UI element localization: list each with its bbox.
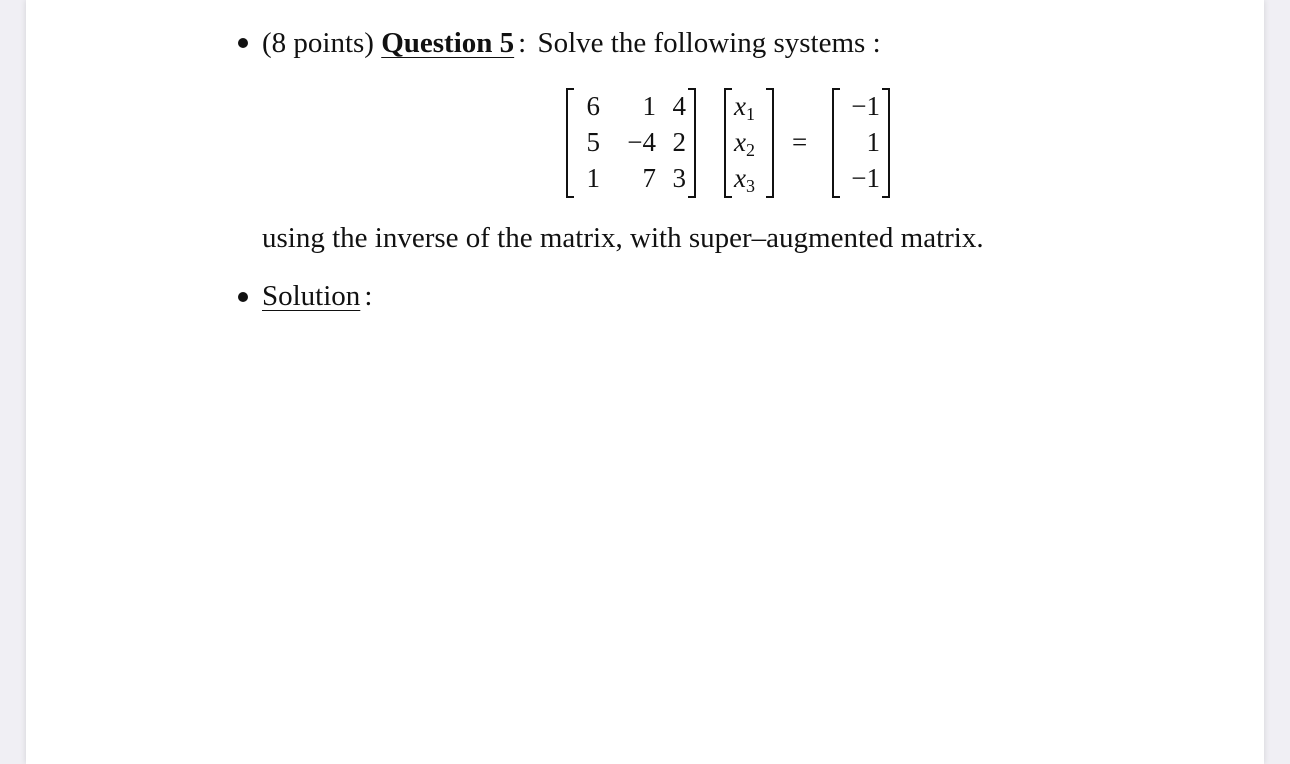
variable-x2: $x_2$ — [734, 127, 755, 160]
equals-sign: = — [792, 127, 808, 157]
rhs-value-3: −1 — [851, 163, 880, 193]
matrix-equation — [566, 88, 896, 200]
question-title: Question 5 — [381, 27, 515, 59]
question-line — [262, 26, 881, 60]
bullet-solution — [238, 292, 248, 302]
matrix-cell-r1c1: 6 — [586, 91, 600, 121]
variable-x1: $x_1$ — [734, 91, 755, 124]
rhs-value-1: −1 — [851, 91, 880, 121]
matrix-cell-r3c2: 7 — [642, 163, 656, 193]
matrix-cell-r3c3: 3 — [672, 163, 686, 193]
question-prompt: Solve the following systems : — [537, 27, 881, 59]
matrix-cell-r1c2: 1 — [642, 91, 656, 121]
solution-label: Solution — [262, 280, 361, 312]
matrix-cell-r2c3: 2 — [672, 127, 686, 157]
matrix-cell-r2c2: −4 — [627, 127, 656, 157]
matrix-cell-r1c3: 4 — [672, 91, 686, 121]
rhs-vector — [832, 88, 890, 198]
bullet-question — [238, 38, 248, 48]
matrix-cell-r3c1: 1 — [586, 163, 600, 193]
matrix-cell-r2c1: 5 — [586, 127, 600, 157]
solution-line — [262, 279, 376, 313]
rhs-value-2: 1 — [866, 127, 880, 157]
document-page — [26, 0, 1264, 764]
instruction-text: using the inverse of the matrix, with super–augmented matrix. — [262, 222, 984, 254]
coefficient-matrix — [566, 88, 696, 198]
variable-x3: $x_3$ — [734, 163, 755, 196]
question-points: (8 points) — [262, 27, 374, 59]
solution-colon: : — [364, 280, 373, 312]
variable-vector — [724, 88, 774, 198]
question-colon: : — [518, 27, 527, 59]
